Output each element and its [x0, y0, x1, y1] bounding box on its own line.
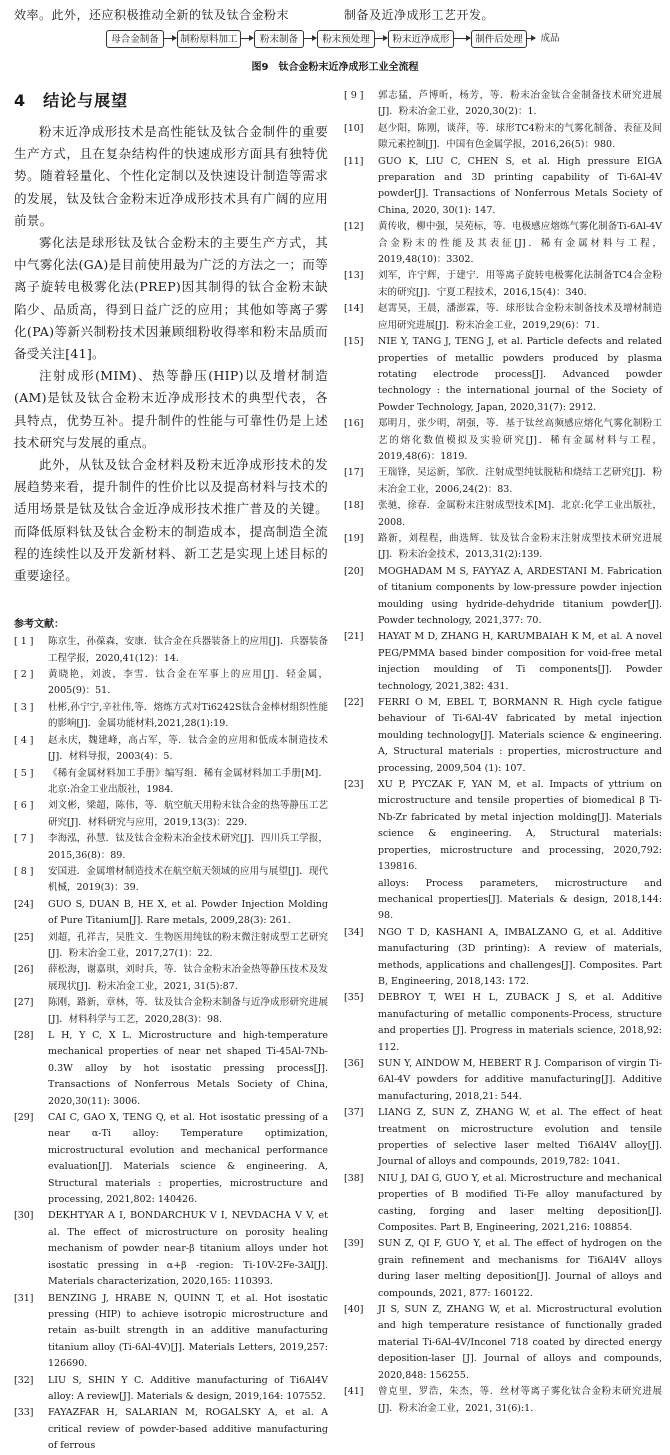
process-flowchart [106, 28, 564, 50]
reference-number: [41] [344, 1386, 364, 1398]
reference-text: alloys: Process parameters, microstructure and mechanical properties[J]. Materials & design, 2018,144: 98. [378, 877, 662, 922]
reference-text: GUO K, LIU C, CHEN S, et al. High pressure EIGA preparation and 3D printing capability of Ti-6Al-4V powder[J]. Transactions of Nonferrous Metals Society of China, 2020, 30(1): 147. [378, 155, 662, 216]
reference-text: 刘文彬，梁超，陈伟，等．航空航天用粉末钛合金的热等静压工艺研究[J]．材料研究与应用，2019,13(3)：229. [48, 800, 328, 828]
flow-arrow [241, 38, 253, 39]
reference-item [344, 1236, 662, 1302]
reference-item [14, 897, 328, 930]
reference-number: [ 9 ] [344, 90, 364, 101]
reference-item [344, 777, 662, 875]
reference-list-left [14, 634, 328, 1454]
reference-text: DEKHTYAR A I, BONDARCHUK V I, NEVDACHA V V, et al. The effect of microstructure on porosity healing mechanism of powder near-β titanium alloys under hot isostatic pressing in α+β -region: Ti-10V-2Fe-3Al[J]. Materials characterization, 2020,165: 110393. [48, 1210, 328, 1288]
reference-text: 赵少阳，陈刚，谈萍，等．球形TC4粉末的气雾化制备、表征及间隙元素控制[J]．中国有色金属学报，2016,26(5)：980. [378, 122, 662, 151]
reference-number: [31] [14, 1292, 34, 1304]
flow-step-master-alloy: 母合金制备 [106, 30, 164, 48]
flow-arrow [527, 38, 535, 39]
reference-number: [34] [344, 926, 364, 938]
reference-number: [28] [14, 1030, 34, 1042]
reference-number: [29] [14, 1112, 34, 1124]
reference-item [344, 1105, 662, 1171]
reference-number: [ 6 ] [14, 800, 34, 812]
reference-text: 陈京生，孙葆森，安康．钛合金在兵器装备上的应用[J]．兵器装备工程学报，2020,41(12)：14. [48, 636, 328, 664]
reference-item [14, 700, 328, 733]
reference-text: 薛松海，谢嘉琪，刘时兵，等．钛合金粉末冶金热等静压技术及发展现状[J]．粉末冶金工业，2021, 31(5):87. [48, 964, 328, 992]
reference-number: [14] [344, 303, 364, 315]
reference-text: 路新，刘程程，曲选辉．钛及钛合金粉末注射成型技术研究进展[J]．粉末冶金技术，2013,31(2):139. [378, 532, 662, 561]
reference-text: BENZING J, HRABE N, QUINN T, et al. Hot isostatic pressing (HIP) to achieve isotropic microstructure and retain as-built strength in an additive manufacturing titanium alloy (Ti-6Al-4V)[J]. Materials Letters, 2019,257: 126690. [48, 1292, 328, 1370]
reference-item [14, 667, 328, 700]
reference-number: [ 4 ] [14, 734, 34, 746]
references-heading: 参考文献： [14, 619, 64, 631]
reference-number: [36] [344, 1057, 364, 1069]
reference-item [14, 766, 328, 799]
reference-text: NIU J, DAI G, GUO Y, et al. Microstructure and mechanical properties of B modified Ti-Fe alloy manufactured by casting, forging and laser melting deposition[J]. Composites. Part B, Engineering, 2021,216: 108854. [378, 1172, 662, 1234]
reference-text: 赵永庆，魏建峰，高占军，等．钛合金的应用和低成本制造技术[J]．材料导报，2003(4)：5. [48, 734, 328, 763]
reference-text: 安国进．金属增材制造技术在航空航天领域的应用与展望[J]．现代机械，2019(3)：39. [48, 865, 328, 894]
reference-text: DEBROY T, WEI H L, ZUBACK J S, et al. Additive manufacturing of metallic components-Process, structure and properties [J]. Progress in materials science, 2018,92: 112. [378, 992, 662, 1053]
reference-text: 王瑞锋，吴运新，邹欣．注射成型纯钛脱粘和烧结工艺研究[J]．粉末冶金工业，2006,24(2)：83. [378, 467, 662, 495]
right-column [344, 88, 662, 1417]
reference-number: [25] [14, 931, 34, 943]
reference-item [14, 995, 328, 1028]
reference-text: SUN Z, QI F, GUO Y, et al. The effect of hydrogen on the grain refinement and mechanisms for Ti6Al4V alloys during laser melting deposition[J]. Journal of alloys and compounds, 2021, 877: 160122. [378, 1238, 662, 1299]
reference-number: [11] [344, 155, 364, 167]
reference-item [344, 1171, 662, 1237]
flow-step-post-treatment: 制件后处理 [471, 30, 527, 48]
reference-number: [ 8 ] [14, 865, 34, 877]
flow-step-powder-prep: 粉末制备 [254, 30, 304, 48]
reference-text: FAYAZFAR H, SALARIAN M, ROGALSKY A, et al. A critical review of powder-based additive manufacturing of ferrous [48, 1407, 328, 1452]
reference-text: GUO S, DUAN B, HE X, et al. Powder Injection Molding of Pure Titanium[J]. Rare metals, 2009,28(3): 261. [48, 898, 328, 927]
reference-number: [40] [344, 1304, 364, 1316]
flow-step-feedstock: 制粉原料加工 [177, 30, 241, 48]
reference-number: [20] [344, 565, 364, 577]
paragraph: 粉末近净成形技术是高性能钛及钛合金制件的重要生产方式，且在复杂结构件的快速成形方面具有独特优势。随着轻量化、个性化定制以及快速设计制造等需求的发展，钛及钛合金粉末近净成形技术具有广阔的应用前景。 [14, 124, 328, 228]
flow-step-product: 成品 [540, 33, 560, 44]
reference-number: [19] [344, 532, 364, 544]
reference-text: 杜彬,孙宁宁,辛社伟,等．熔炼方式对Ti6242S钛合金棒材组织性能的影响[J]．金属功能材料,2021,28(1):19. [48, 701, 328, 730]
reference-item [14, 864, 328, 897]
reference-item [344, 465, 662, 498]
reference-number: [ 3 ] [14, 701, 34, 713]
reference-text: 曾克里，罗浩，朱杰，等．丝材等离子雾化钛合金粉末研究进展[J]．粉末冶金工业，2021, 31(6):1. [378, 1386, 662, 1414]
paragraph: 雾化法是球形钛及钛合金粉末的主要生产方式，其中气雾化法(GA)是目前使用最为广泛的方法之一；而等离子旋转电极雾化法(PREP)因其制得的钛合金粉末缺陷少、品质高，得到日益广泛的应用；其他如等离子雾化(PA)等新兴制粉技术因兼顾细粉收得率和粉末品质而备受关注[41]。 [14, 235, 328, 362]
reference-item [14, 962, 328, 995]
reference-item [344, 416, 662, 465]
reference-number: [39] [344, 1238, 364, 1250]
reference-item [344, 531, 662, 564]
flow-arrow [304, 38, 316, 39]
reference-item [344, 629, 662, 695]
paragraph: 此外，从钛及钛合金材料及粉末近净成形技术的发展趋势来看，提升制件的性价比以及提高材料与技术的适用场景是钛及钛合金近净成形技术推广普及的关键。而降低原料钛及钛合金粉末的制造成本，提高制造全流程的连续性以及开发新材料、新工艺是实现上述目标的重要途径。 [14, 457, 328, 584]
reference-number: [35] [344, 992, 364, 1004]
flow-arrow [164, 38, 176, 39]
top-continuation-right: 制备及近净成形工艺开发。 [344, 8, 495, 22]
reference-number: [37] [344, 1107, 364, 1119]
reference-number: [38] [344, 1172, 364, 1184]
reference-item [344, 990, 662, 1056]
reference-list-right [344, 88, 662, 1417]
figure-caption: 图9 钛合金粉末近净成形工业全流程 [251, 62, 419, 73]
flow-step-near-net-forming: 粉末近净成形 [388, 30, 454, 48]
paragraph: 注射成形(MIM)、热等静压(HIP)以及增材制造(AM)是钛及钛合金粉末近净成形技术的典型代表，各具特点，优势互补。提升制件的性能与可靠性仍是上述技术研究与发展的重点。 [14, 368, 328, 450]
reference-item [14, 798, 328, 831]
reference-item [14, 1028, 328, 1110]
reference-text: HAYAT M D, ZHANG H, KARUMBAIAH K M, et al. A novel PEG/PMMA based binder composition for void-free metal injection moulding of Ti components[J]. Powder technology, 2021,382: 431. [378, 631, 662, 692]
reference-item [14, 1208, 328, 1290]
reference-number: [ 5 ] [14, 767, 34, 779]
reference-text: CAI C, GAO X, TENG Q, et al. Hot isostatic pressing of a near α-Ti alloy: Temperature optimization, microstructural evolution and mechanical performance evaluation[J]. Materials science & engineering. A, Structural materials : properties, microstructure and processing, 2021,802: 140426. [48, 1112, 328, 1206]
left-column [14, 88, 328, 1455]
reference-item [14, 1291, 328, 1373]
reference-number: [16] [344, 418, 364, 430]
reference-item [344, 1384, 662, 1417]
reference-text: SUN Y, AINDOW M, HEBERT R J. Comparison of virgin Ti-6Al-4V powders for additive manufacturing[J]. Additive manufacturing, 2018,21: 544. [378, 1057, 662, 1102]
reference-number: [ 7 ] [14, 833, 34, 845]
reference-number: [27] [14, 997, 34, 1009]
reference-text: 赵霄昊，王晨，潘澎霖，等．球形钛合金粉末制备技术及增材制造应用研究进展[J]．粉末冶金工业，2019,29(6)：71. [378, 303, 662, 331]
reference-item [14, 930, 328, 963]
reference-number: [10] [344, 122, 364, 134]
reference-item [344, 498, 662, 531]
reference-text: JI S, SUN Z, ZHANG W, et al. Microstructural evolution and high temperature resistance of functionally graded material Ti-6Al-4V/Inconel 718 coated by directed energy deposition-laser [J]. Journal of alloys and compounds, 2020,848: 156255. [378, 1304, 662, 1381]
flow-arrow [454, 38, 470, 39]
reference-text: 黄晓艳，刘波，李雪．钛合金在军事上的应用[J]．轻金属，2005(9)：51. [48, 669, 328, 697]
reference-item [344, 88, 662, 121]
reference-item [14, 1405, 328, 1454]
reference-item [14, 1110, 328, 1208]
flow-arrow [375, 38, 387, 39]
reference-item [344, 268, 662, 301]
reference-text: 郭志猛，芦博昕，杨芳，等．粉末冶金钛合金制备技术研究进展[J]．粉末冶金工业，2020,30(2)：1. [378, 90, 662, 118]
reference-item [344, 121, 662, 154]
reference-text: 《稀有金属材料加工手册》编写组．稀有金属材料加工手册[M]．北京:冶金工业出版社，1984. [48, 767, 328, 795]
reference-text: 黄传收，柳中强，吴苑标，等．电极感应熔炼气雾化制备Ti-6Al-4V合金粉末的性能及其表征[J]．稀有金属材料与工程，2019,48(10)：3302. [378, 221, 662, 266]
reference-number: [18] [344, 500, 364, 512]
reference-number: [15] [344, 336, 364, 348]
reference-number: [ 2 ] [14, 669, 34, 681]
reference-number: [30] [14, 1210, 34, 1222]
reference-text: NIE Y, TANG J, TENG J, et al. Particle defects and related properties of metallic powders produced by plasma rotating electrode process[J]. Advanced powder technology : the international journal of the Society of Powder Technology, Japan, 2020,31(7): 2912. [378, 336, 662, 413]
reference-number: [ 1 ] [14, 636, 34, 648]
reference-number: [21] [344, 631, 364, 643]
reference-item [14, 1373, 328, 1406]
section-title: 4 结论与展望 [14, 91, 129, 110]
reference-text: 陈刚，路新，章林，等．钛及钛合金粉末制备与近净成形研究进展[J]．材料科学与工艺，2020,28(3)：98. [48, 997, 328, 1025]
reference-number: [12] [344, 221, 364, 233]
reference-number: [17] [344, 467, 364, 479]
reference-number: [33] [14, 1407, 34, 1419]
top-continuation-left: 效率。此外，还应积极推动全新的钛及钛合金粉末 [14, 8, 290, 22]
reference-item [344, 219, 662, 268]
reference-number: [13] [344, 270, 364, 282]
reference-text: LIU S, SHIN Y C. Additive manufacturing of Ti6Al4V alloy: A review[J]. Materials & design, 2019,164: 107552. [48, 1374, 328, 1402]
flow-step-pretreatment: 粉末预处理 [317, 30, 375, 48]
reference-number: [26] [14, 964, 34, 976]
reference-item [344, 1302, 662, 1384]
reference-item [14, 831, 328, 864]
reference-item [344, 876, 662, 925]
reference-item [344, 154, 662, 220]
reference-item [344, 564, 662, 630]
reference-text: 郑明月，张少明，胡强，等．基于钛丝高频感应熔化气雾化制粉工艺的熔化数值模拟及实验研究[J]．稀有金属材料与工程，2019,48(6)：1819. [378, 418, 662, 462]
reference-item [344, 301, 662, 334]
reference-number: [32] [14, 1374, 34, 1386]
reference-text: 刘军，许宁辉，于建宁．用等离子旋转电极雾化法制备TC4合金粉末的研究[J]．宁夏工程技术，2016,15(4)：340. [378, 270, 662, 298]
reference-item [344, 695, 662, 777]
reference-text: LIANG Z, SUN Z, ZHANG W, et al. The effect of heat treatment on microstructure evolution and tensile properties of selective laser melted Ti6Al4V alloy[J]. Journal of alloys and compounds, 2019,782: 1041. [378, 1107, 662, 1168]
reference-text: NGO T D, KASHANI A, IMBALZANO G, et al. Additive manufacturing (3D printing): A review of materials, methods, applications and challenges[J]. Composites. Part B, Engineering, 2018,143: 172. [378, 926, 662, 987]
reference-item [14, 634, 328, 667]
reference-number: [22] [344, 697, 364, 709]
reference-item [344, 925, 662, 991]
reference-item [344, 334, 662, 416]
reference-text: FERRI O M, EBEL T, BORMANN R. High cycle fatigue behaviour of Ti-6Al-4V fabricated by metal injection moulding technology[J]. Materials science & engineering. A, Structural materials : properties, microstructure and processing, 2009,504 (1): 107. [378, 697, 662, 774]
reference-number: [24] [14, 898, 34, 910]
reference-item [344, 1056, 662, 1105]
reference-text: 张驰，徐春．金属粉末注射成型技术[M]．北京:化学工业出版社，2008. [378, 500, 662, 528]
reference-item [14, 733, 328, 766]
reference-number [344, 876, 378, 925]
reference-text: MOGHADAM M S, FAYYAZ A, ARDESTANI M. Fabrication of titanium components by low-pressure powder injection moulding using hydride-dehydride titanium powder[J]. Powder technology, 2021,377: 70. [378, 565, 662, 626]
reference-text: 李海泓，孙慧．钛及钛合金粉末冶金技术研究[J]．四川兵工学报，2015,36(8)：89. [48, 833, 328, 861]
reference-text: L H, Y C, X L. Microstructure and high-temperature mechanical properties of near net shaped Ti-45Al-7Nb-0.3W alloy by hot isostatic pressing process[J]. Transactions of Nonferrous Metals Society of China, 2020,30(11): 3006. [48, 1030, 328, 1107]
reference-number: [23] [344, 779, 364, 791]
reference-text: XU P, PYCZAK F, YAN M, et al. Impacts of yttrium on microstructure and tensile properties of biomedical β Ti-Nb-Zr fabricated by metal injection molding[J]. Materials science & engineering. A, Structural materials: properties, microstructure and processing, 2020,792: 139816. [378, 779, 662, 873]
reference-text: 刘超，孔祥吉，吴胜文．生物医用纯钛的粉末微注射成型工艺研究[J]．粉末冶金工业，2017,27(1)：22. [48, 931, 328, 959]
